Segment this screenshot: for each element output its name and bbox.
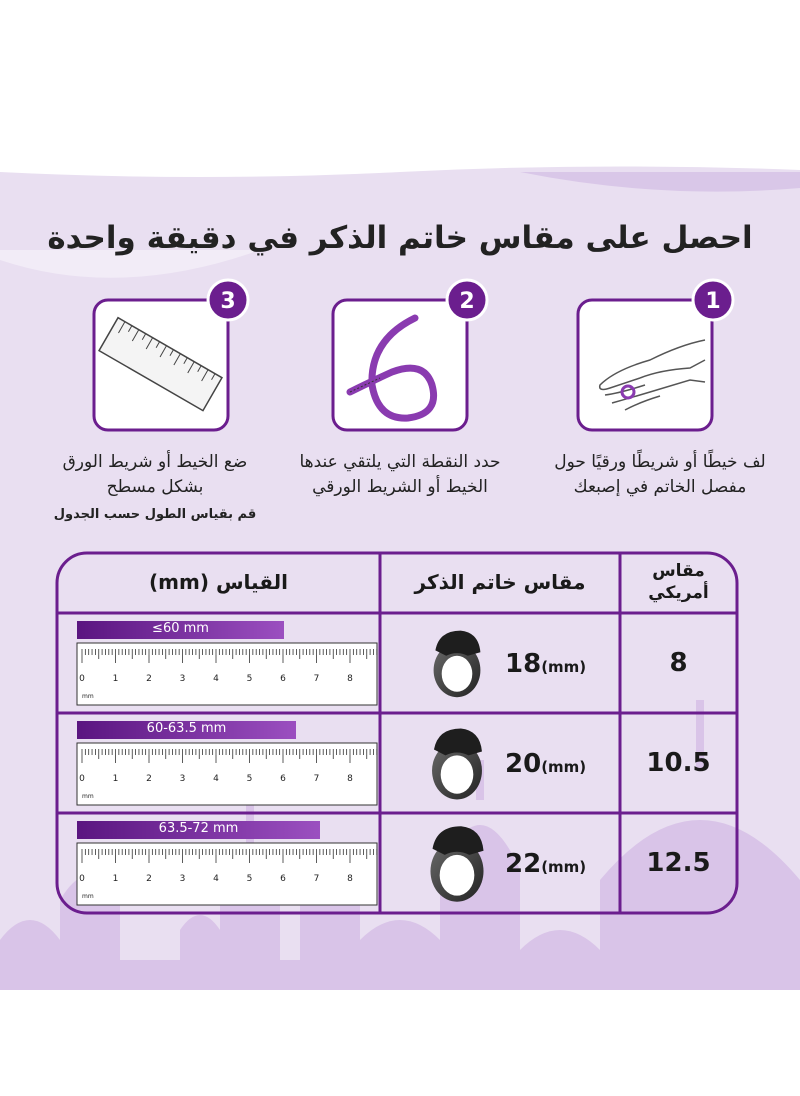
ruler-number: 3 bbox=[179, 674, 186, 684]
ring-mm-unit: (mm) bbox=[541, 658, 587, 676]
ruler-number: 3 bbox=[179, 874, 186, 884]
step-3-text bbox=[40, 450, 270, 527]
step-1-text bbox=[545, 450, 775, 500]
step-1-number: 1 bbox=[705, 289, 721, 314]
ruler-number: 6 bbox=[280, 874, 286, 884]
ring-mm-unit: (mm) bbox=[541, 758, 587, 776]
smart-ring-icon bbox=[434, 631, 481, 698]
us-size-value: 12.5 bbox=[646, 848, 711, 878]
ruler-number: 5 bbox=[246, 874, 253, 884]
step-2-text bbox=[285, 450, 515, 500]
header-measure: القياس (mm) bbox=[149, 570, 288, 594]
ring-mm-unit: (mm) bbox=[541, 858, 587, 876]
range-label: 63.5-72 mm bbox=[158, 821, 239, 836]
step-1-box bbox=[578, 280, 733, 430]
ruler-number: 5 bbox=[246, 674, 253, 684]
header-ring-size: مقاس خاتم الذكر bbox=[414, 570, 586, 594]
range-label: ≤60 mm bbox=[152, 621, 209, 636]
us-size-value: 8 bbox=[669, 648, 688, 678]
ring-mm-number: 20 bbox=[505, 749, 542, 779]
step-3-description: ضع الخيط أو شريط الورق بشكل مسطح bbox=[62, 452, 248, 497]
step-3-number: 3 bbox=[220, 289, 236, 314]
ruler-number: 5 bbox=[246, 774, 253, 784]
ruler-number: 2 bbox=[146, 774, 152, 784]
step-2-number: 2 bbox=[459, 289, 475, 314]
ruler-number: 8 bbox=[347, 774, 353, 784]
page-title: احصل على مقاس خاتم الذكر في دقيقة واحدة bbox=[47, 220, 753, 256]
ruler-number: 6 bbox=[280, 674, 286, 684]
header-us-size: مقاس أمريكي bbox=[648, 561, 709, 603]
ruler-number: 8 bbox=[347, 874, 353, 884]
step-3-note: قم بقياس الطول حسب الجدول bbox=[53, 507, 257, 522]
ruler-number: 2 bbox=[146, 874, 152, 884]
step-1-description: لف خيطًا أو شريطًا ورقيًا حول مفصل الخاتم في إصبعك bbox=[554, 452, 766, 497]
ruler-number: 0 bbox=[79, 774, 85, 784]
range-label: 60-63.5 mm bbox=[146, 721, 227, 736]
ruler-number: 7 bbox=[313, 774, 320, 784]
ruler-number: 0 bbox=[79, 874, 85, 884]
smart-ring-icon bbox=[432, 728, 482, 799]
us-size-value: 10.5 bbox=[646, 748, 711, 778]
ruler-number: 3 bbox=[179, 774, 186, 784]
ruler-number: 4 bbox=[213, 774, 219, 784]
ruler-number: 7 bbox=[313, 874, 320, 884]
step-2-box bbox=[333, 280, 487, 430]
ruler-number: 4 bbox=[213, 674, 219, 684]
ruler-unit: mm bbox=[82, 893, 94, 900]
ring-size-value bbox=[505, 849, 586, 879]
step-3-box bbox=[94, 280, 248, 430]
ring-mm-number: 18 bbox=[505, 649, 542, 679]
ruler-number: 1 bbox=[112, 674, 119, 684]
ruler-number: 1 bbox=[112, 774, 119, 784]
ruler-number: 4 bbox=[213, 874, 219, 884]
step-2-description: حدد النقطة التي يلتقي عندها الخيط أو الشريط الورقي bbox=[299, 452, 501, 497]
ruler-number: 7 bbox=[313, 674, 320, 684]
ruler-number: 1 bbox=[112, 874, 119, 884]
ruler-number: 2 bbox=[146, 674, 152, 684]
smart-ring-icon bbox=[430, 826, 483, 901]
ruler-number: 0 bbox=[79, 674, 85, 684]
ring-size-value bbox=[505, 749, 586, 779]
ring-size-value bbox=[505, 649, 586, 679]
ruler-unit: mm bbox=[82, 793, 94, 800]
ruler-number: 6 bbox=[280, 774, 286, 784]
ruler-unit: mm bbox=[82, 693, 94, 700]
ring-mm-number: 22 bbox=[505, 849, 542, 879]
ruler-number: 8 bbox=[347, 674, 353, 684]
